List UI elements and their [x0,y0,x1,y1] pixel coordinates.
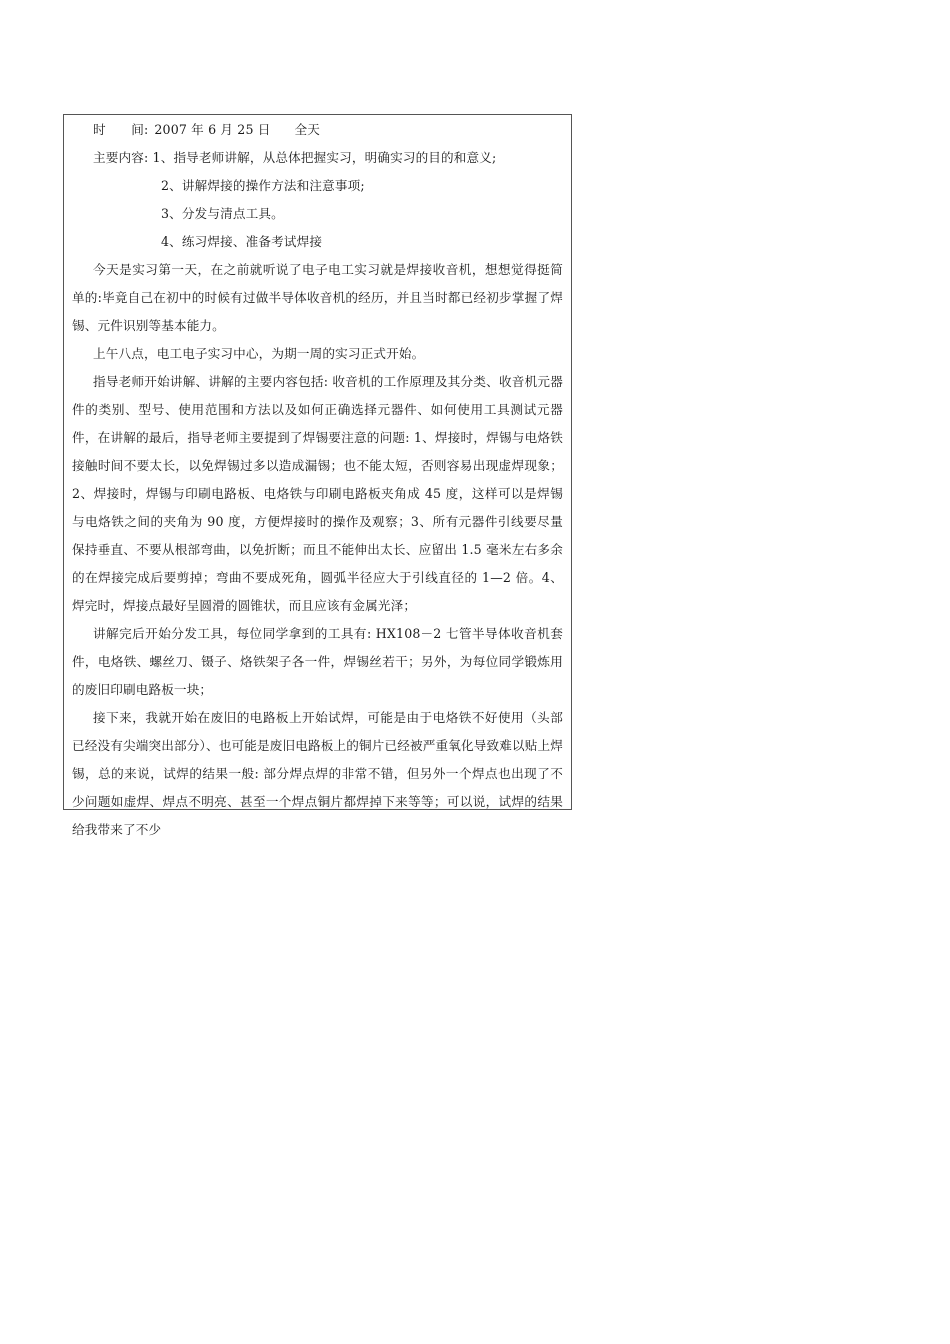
time-label: 时 间: [93,122,149,137]
paragraph-practice: 接下来，我就开始在废旧的电路板上开始试焊，可能是由于电烙铁不好使用（头部已经没有尖端突出部分）、也可能是废旧电路板上的铜片已经被严重氧化导致难以贴上焊锡，总的来说，试焊的结果一般: 部分焊点焊的非常不错，但另外一个焊点也出现了不少问题如虚焊、焊点不明亮、甚至一个焊点铜片都焊掉下来等等；可以说，试焊的结果给我带来了不少 [72,710,563,837]
date-text: 2007 年 6 月 25 日 [154,122,271,137]
document-page-box [63,114,572,837]
content-item-3: 3、分发与清点工具。 [161,206,284,221]
paragraph-lecture: 指导老师开始讲解、讲解的主要内容包括: 收音机的工作原理及其分类、收音机元器件的类别、型号、使用范围和方法以及如何正确选择元器件、如何使用工具测试元器件，在讲解的最后，指导老师主要提到了焊锡要注意的问题: 1、焊接时，焊锡与电烙铁接触时间不要太长，以免焊锡过多以造成漏锡；也不能太短，否则容易出现虚焊现象；2、焊接时，焊锡与印刷电路板、电烙铁与印刷电路板夹角成 45 度，这样可以是焊锡与电烙铁之间的夹角为 90 度，方便焊接时的操作及观察；3、所有元器件引线要尽量保持垂直、不要从根部弯曲，以免折断；而且不能伸出太长、应留出 1.5 毫米左右多余的在焊接完成后要剪掉；弯曲不要成死角，圆弧半径应大于引线直径的 1—2 倍。4、焊完时，焊接点最好呈圆滑的圆锥状，而且应该有金属光泽； [72,374,563,613]
content-line-1 [72,144,563,172]
content-item-2: 2、讲解焊接的操作方法和注意事项; [161,178,365,193]
duration-text: 全天 [294,122,321,137]
content-line-2 [72,172,563,200]
content-label: 主要内容: [93,150,149,165]
paragraph-tools: 讲解完后开始分发工具，每位同学拿到的工具有: HX108－2 七管半导体收音机套件，电烙铁、螺丝刀、镊子、烙铁架子各一件，焊锡丝若干；另外，为每位同学锻炼用的废旧印刷电路板一块； [72,626,563,697]
paragraph-start: 上午八点，电工电子实习中心，为期一周的实习正式开始。 [93,346,425,361]
content-item-4: 4、练习焊接、准备考试焊接 [161,234,323,249]
content-item-1: 1、指导老师讲解，从总体把握实习，明确实习的目的和意义; [152,150,497,165]
content-line-4 [72,228,563,256]
content-line-3 [72,200,563,228]
time-line [72,116,563,144]
paragraph-first-day: 今天是实习第一天，在之前就听说了电子电工实习就是焊接收音机，想想觉得挺简单的:毕竟自己在初中的时候有过做半导体收音机的经历，并且当时都已经初步掌握了焊锡、元件识别等基本能力。 [72,262,563,333]
